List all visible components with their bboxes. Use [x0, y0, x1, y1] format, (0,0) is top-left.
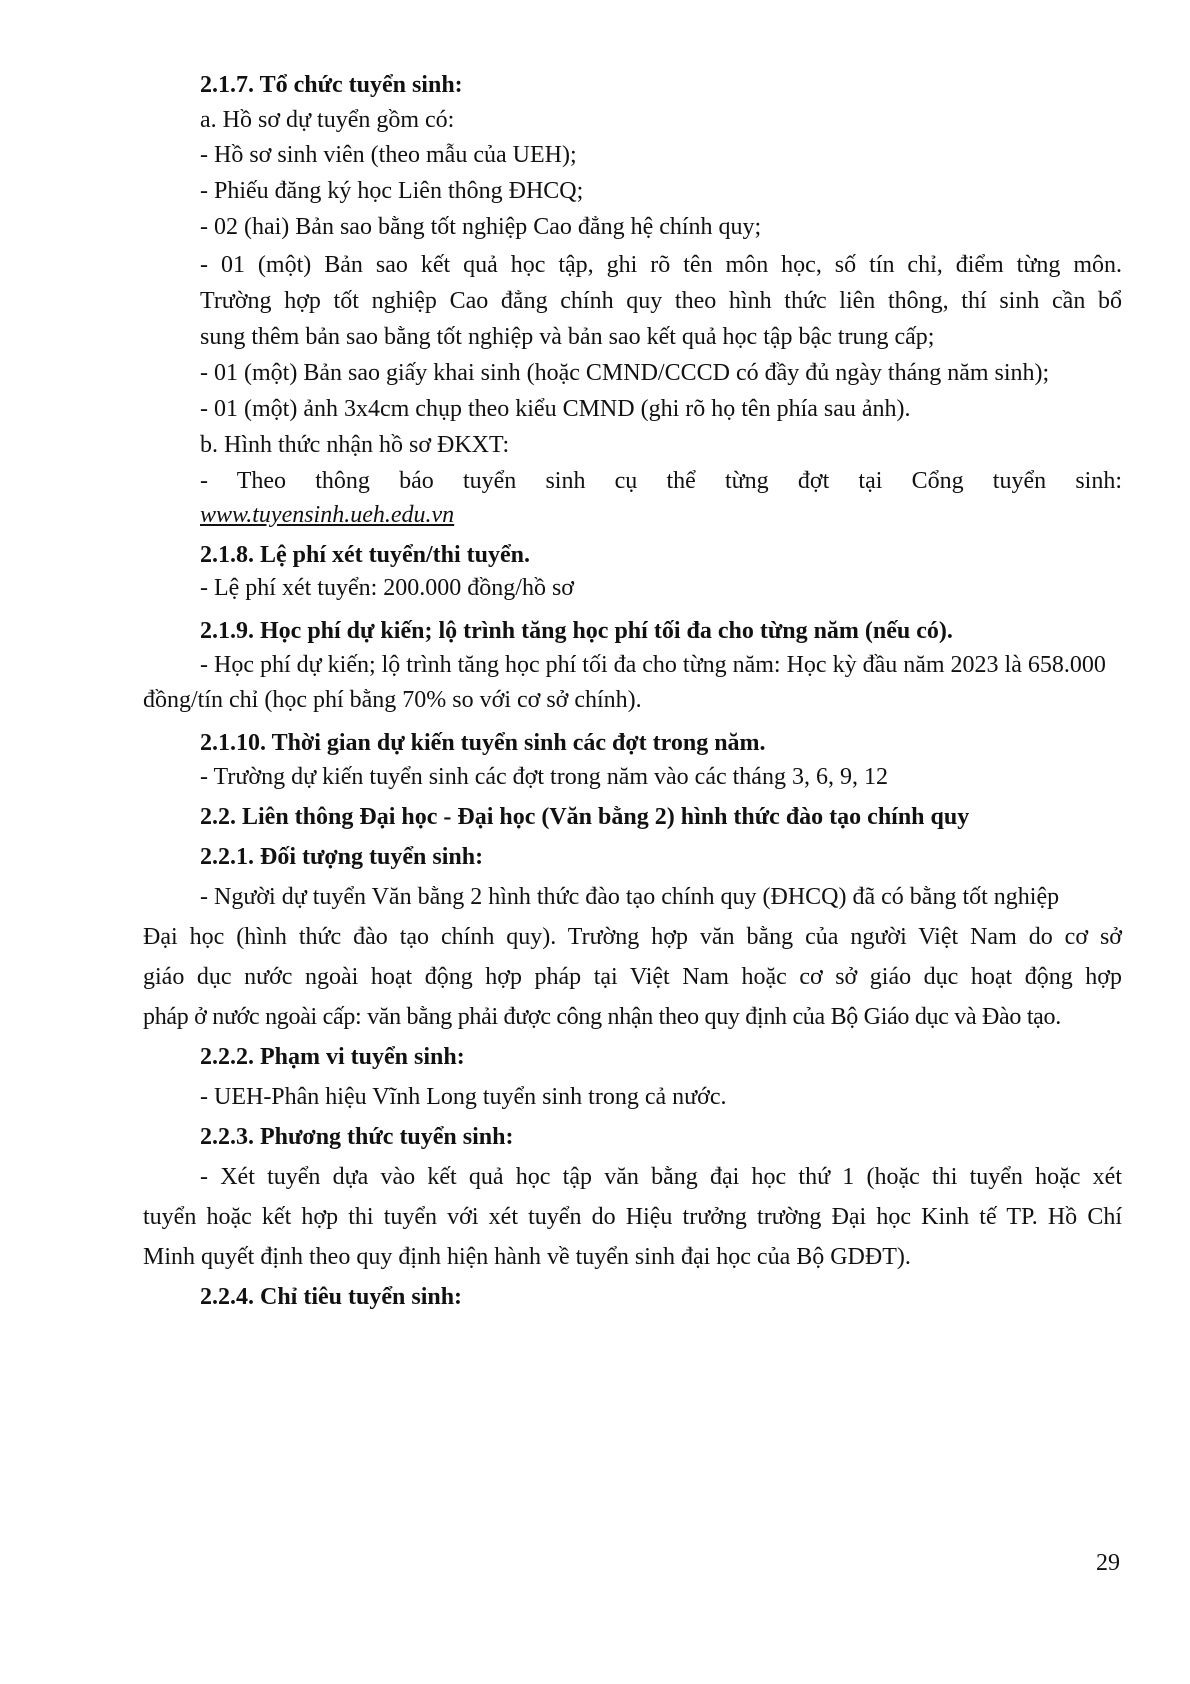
tuition-text: - Học phí dự kiến; lộ trình tăng học phí tối đa cho từng năm: Học kỳ đầu năm 2023 là 658.000 [200, 652, 1106, 678]
submission-label: b. Hình thức nhận hồ sơ ĐKXT: [200, 432, 510, 458]
method-text: - Xét tuyển dựa vào kết quả học tập văn bằng đại học thứ 1 (hoặc thi tuyển hoặc xét [200, 1164, 1122, 1190]
list-item: - 01 (một) Bản sao kết quả học tập, ghi rõ tên môn học, số tín chỉ, điểm từng môn. [200, 252, 1122, 278]
heading-2-1-8: 2.1.8. Lệ phí xét tuyển/thi tuyển. [200, 542, 531, 568]
heading-2-2: 2.2. Liên thông Đại học - Đại học (Văn bằng 2) hình thức đào tạo chính quy [200, 804, 970, 830]
heading-2-2-4: 2.2.4. Chỉ tiêu tuyển sinh: [200, 1284, 463, 1310]
eligibility-text: - Người dự tuyển Văn bằng 2 hình thức đào tạo chính quy (ĐHCQ) đã có bằng tốt nghiệp [200, 884, 1060, 910]
list-item: - 01 (một) ảnh 3x4cm chụp theo kiểu CMND (ghi rõ họ tên phía sau ảnh). [200, 396, 911, 422]
application-fee: - Lệ phí xét tuyển: 200.000 đồng/hồ sơ [200, 575, 574, 601]
eligibility-text: pháp ở nước ngoài cấp: văn bằng phải được công nhận theo quy định của Bộ Giáo dục và Đào tạo. [143, 1004, 1061, 1030]
list-item: - 01 (một) Bản sao giấy khai sinh (hoặc CMND/CCCD có đầy đủ ngày tháng năm sinh); [200, 360, 1050, 386]
submission-text: - Theo thông báo tuyển sinh cụ thể từng đợt tại Cổng tuyển sinh: [200, 468, 1122, 494]
schedule-text: - Trường dự kiến tuyển sinh các đợt trong năm vào các tháng 3, 6, 9, 12 [200, 764, 888, 790]
heading-2-1-10: 2.1.10. Thời gian dự kiến tuyển sinh các đợt trong năm. [200, 730, 766, 756]
heading-2-1-7: 2.1.7. Tổ chức tuyển sinh: [200, 72, 463, 98]
page-number: 29 [1096, 1550, 1120, 1576]
dossier-intro: a. Hồ sơ dự tuyển gồm có: [200, 107, 455, 133]
eligibility-text: giáo dục nước ngoài hoạt động hợp pháp tại Việt Nam hoặc cơ sở giáo dục hoạt động hợp [143, 964, 1122, 990]
admissions-portal-link[interactable]: www.tuyensinh.ueh.edu.vn [200, 502, 455, 528]
heading-2-2-1: 2.2.1. Đối tượng tuyển sinh: [200, 844, 484, 870]
list-item: - Phiếu đăng ký học Liên thông ĐHCQ; [200, 178, 584, 204]
heading-2-1-9: 2.1.9. Học phí dự kiến; lộ trình tăng học phí tối đa cho từng năm (nếu có). [200, 618, 953, 644]
list-item-continued: sung thêm bản sao bằng tốt nghiệp và bản sao kết quả học tập bậc trung cấp; [200, 324, 935, 350]
list-item-continued: Trường hợp tốt nghiệp Cao đẳng chính quy theo hình thức liên thông, thí sinh cần bổ [200, 288, 1122, 314]
method-text: Minh quyết định theo quy định hiện hành về tuyển sinh đại học của Bộ GDĐT). [143, 1244, 911, 1270]
list-item: - 02 (hai) Bản sao bằng tốt nghiệp Cao đẳng hệ chính quy; [200, 214, 762, 240]
heading-2-2-2: 2.2.2. Phạm vi tuyển sinh: [200, 1044, 465, 1070]
scope-text: - UEH-Phân hiệu Vĩnh Long tuyển sinh trong cả nước. [200, 1084, 727, 1110]
heading-2-2-3: 2.2.3. Phương thức tuyển sinh: [200, 1124, 514, 1150]
method-text: tuyển hoặc kết hợp thi tuyển với xét tuyển do Hiệu trưởng trường Đại học Kinh tế TP. Hồ Chí [143, 1204, 1122, 1230]
tuition-text-continued: đồng/tín chỉ (học phí bằng 70% so với cơ sở chính). [143, 687, 642, 713]
eligibility-text: Đại học (hình thức đào tạo chính quy). Trường hợp văn bằng của người Việt Nam do cơ sở [143, 924, 1122, 950]
list-item: - Hồ sơ sinh viên (theo mẫu của UEH); [200, 142, 577, 168]
